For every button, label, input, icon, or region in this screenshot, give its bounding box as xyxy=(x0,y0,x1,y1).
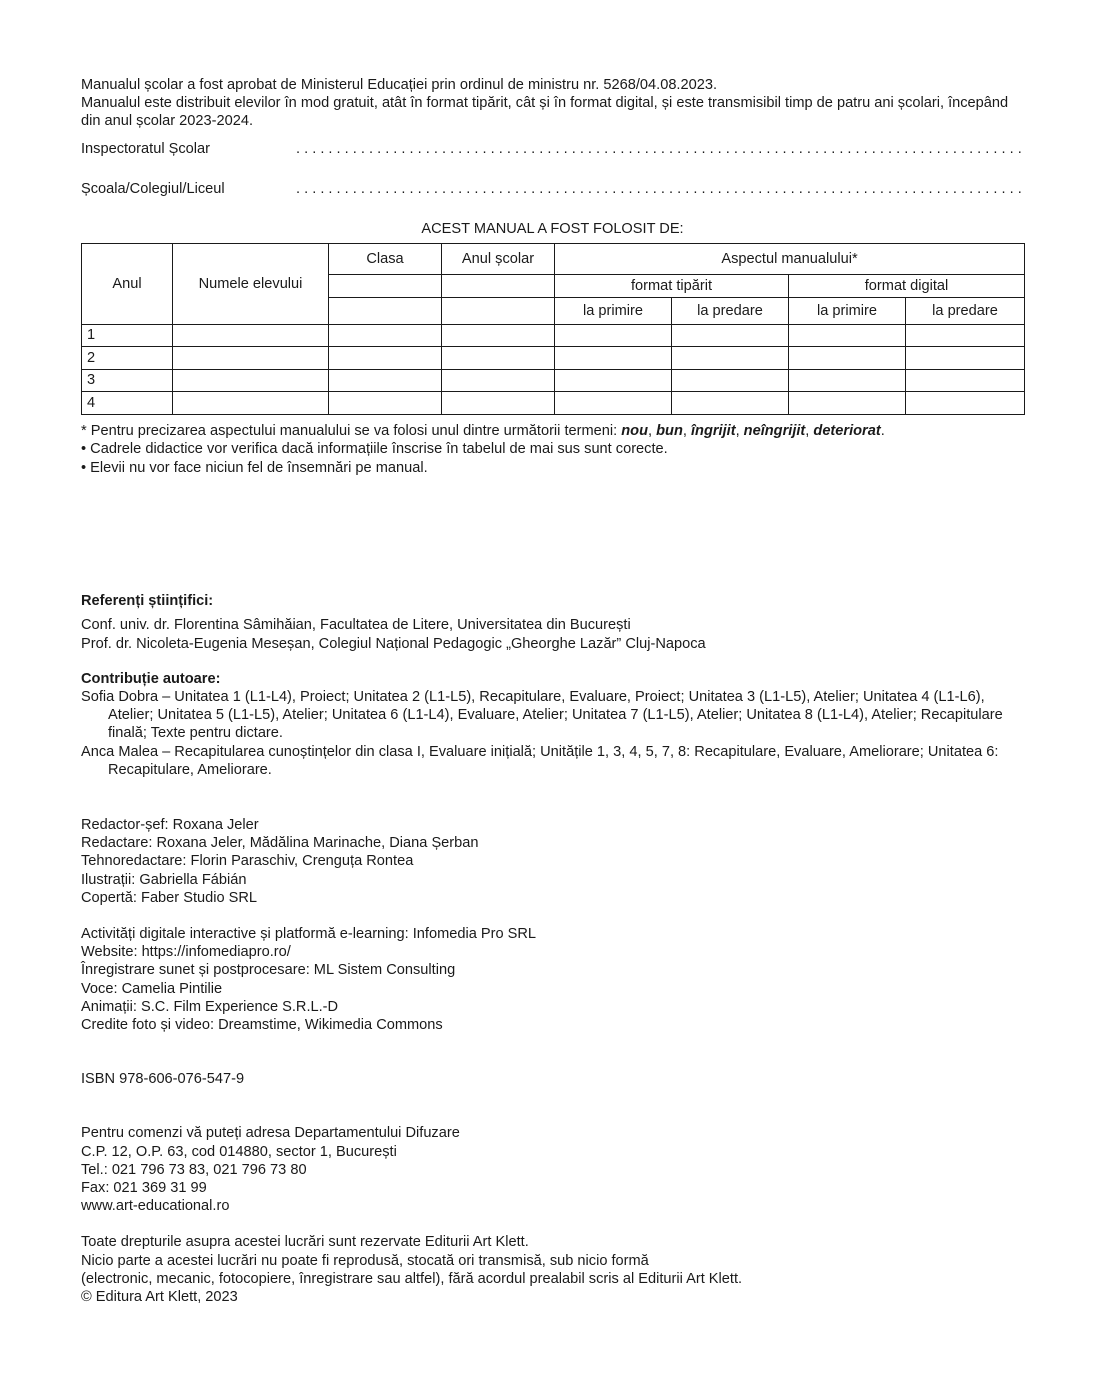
contributie-section xyxy=(81,670,1024,779)
contact-line: Fax: 021 369 31 99 xyxy=(81,1179,207,1196)
usage-table xyxy=(81,243,1025,415)
row-number: 4 xyxy=(82,392,173,415)
cell[interactable] xyxy=(672,369,789,392)
drepturi-section xyxy=(81,1233,1024,1306)
approval-line: Manualul școlar a fost aprobat de Ministerul Educației prin ordinul de ministru nr. 5268/04.08.2023. xyxy=(81,77,718,93)
cell[interactable] xyxy=(906,392,1025,415)
cell[interactable] xyxy=(329,324,442,347)
header-format-tiparit: format tipărit xyxy=(555,274,789,297)
row-number: 1 xyxy=(82,324,173,347)
contributie-heading: Contribuție autoare: xyxy=(81,670,221,687)
credit-line: Redactare: Roxana Jeler, Mădălina Marinache, Diana Șerban xyxy=(81,835,479,852)
header-format-digital: format digital xyxy=(789,274,1025,297)
header-digital-predare: la predare xyxy=(906,297,1025,324)
credit-line: Copertă: Faber Studio SRL xyxy=(81,889,258,906)
scoala-label: Școala/Colegiul/Liceul xyxy=(81,180,225,197)
term-ingrijit: îngrijit xyxy=(690,422,736,439)
table-row xyxy=(82,347,1025,370)
rights-line: (electronic, mecanic, fotocopiere, înregistrare sau altfel), fără acordul prealabil scris al Editurii Art Klett. xyxy=(81,1270,743,1287)
cell[interactable] xyxy=(173,369,329,392)
cell[interactable] xyxy=(789,369,906,392)
contact-line: Pentru comenzi vă puteți adresa Departamentului Difuzare xyxy=(81,1125,460,1142)
redactie-section xyxy=(81,816,1024,907)
cell[interactable] xyxy=(555,347,672,370)
header-clasa: Clasa xyxy=(329,243,442,274)
rights-line: Nicio parte a acestei lucrări nu poate fi reprodusă, stocată ori transmisă, sub nicio formă xyxy=(81,1252,649,1269)
table-title: ACEST MANUAL A FOST FOLOSIT DE: xyxy=(421,220,684,237)
header-nume: Numele elevului xyxy=(173,243,329,324)
header-cell xyxy=(442,297,555,324)
cell[interactable] xyxy=(555,392,672,415)
header-digital-primire: la primire xyxy=(789,297,906,324)
inspectorat-label: Inspectoratul Școlar xyxy=(81,140,210,157)
publisher-website[interactable]: www.art-educational.ro xyxy=(81,1198,230,1215)
header-cell xyxy=(329,297,442,324)
cell[interactable] xyxy=(173,324,329,347)
cell[interactable] xyxy=(906,369,1025,392)
credit-line: Activități digitale interactive și platformă e-learning: Infomedia Pro SRL xyxy=(81,925,537,942)
referenti-section xyxy=(81,592,1024,653)
header-cell xyxy=(442,274,555,297)
credit-line: Tehnoredactare: Florin Paraschiv, Crenguța Rontea xyxy=(81,853,414,870)
distribution-line: Manualul este distribuit elevilor în mod gratuit, atât în format tipărit, cât și în format digital, și este transmisibil timp de patru ani școlari, începând din anul școlar 2023-2024. xyxy=(81,95,1009,130)
cell[interactable] xyxy=(789,347,906,370)
header-cell xyxy=(329,274,442,297)
comenzi-section xyxy=(81,1124,1024,1215)
contact-line: C.P. 12, O.P. 63, cod 014880, sector 1, București xyxy=(81,1143,397,1160)
note-aspect: * Pentru precizarea aspectului manualului se va folosi unul dintre următorii termeni: nou, bun, îngrijit, neîngrijit, deteriorat. xyxy=(81,422,885,439)
row-number: 2 xyxy=(82,347,173,370)
table-notes xyxy=(81,422,1024,478)
cell[interactable] xyxy=(555,369,672,392)
cell[interactable] xyxy=(329,347,442,370)
contact-line: Tel.: 021 796 73 83, 021 796 73 80 xyxy=(81,1161,307,1178)
cell[interactable] xyxy=(672,347,789,370)
cell[interactable] xyxy=(672,392,789,415)
table-row xyxy=(82,369,1025,392)
header-anul-scolar: Anul școlar xyxy=(442,243,555,274)
credit-line: Voce: Camelia Pintilie xyxy=(81,980,223,997)
cell[interactable] xyxy=(329,369,442,392)
note-verificare: • Cadrele didactice vor verifica dacă informațiile înscrise în tabelul de mai sus sunt corecte. xyxy=(81,441,668,458)
note-aspect-text: * Pentru precizarea aspectului manualului se va folosi unul dintre următorii termeni: xyxy=(81,422,622,439)
contributie-sofia-dobra: Sofia Dobra – Unitatea 1 (L1-L4), Proiect; Unitatea 2 (L1-L5), Recapitulare, Evaluare, Proiect; Unitatea 3 (L1-L5), Atelier; Unitatea 4 (L1-L6), Atelier; Unitatea 5 (L1-L5), Atelier; Unitatea 6 (L1-L4), Evaluare, Atelier; Unitatea 7 (L1-L5), Atelier; Unitatea 8 (L1-L4), Atelier; Recapitulare finală; Texte pentru dictare. xyxy=(81,688,1003,742)
cell[interactable] xyxy=(555,324,672,347)
cell[interactable] xyxy=(442,392,555,415)
term-nou: nou xyxy=(621,422,648,439)
inspectorat-dotted-line xyxy=(296,140,1024,158)
cell[interactable] xyxy=(329,392,442,415)
referenti-heading: Referenți științifici: xyxy=(81,593,214,610)
inspectorat-field[interactable] xyxy=(81,140,1024,158)
scoala-dotted-line xyxy=(296,180,1024,198)
note-insemnari: • Elevii nu vor face niciun fel de însemnări pe manual. xyxy=(81,459,428,476)
cell[interactable] xyxy=(173,347,329,370)
isbn: ISBN 978-606-076-547-9 xyxy=(81,1071,245,1088)
cell[interactable] xyxy=(442,347,555,370)
cell[interactable] xyxy=(789,324,906,347)
header-aspect: Aspectul manualului* xyxy=(555,243,1025,274)
header-tiparit-primire: la primire xyxy=(555,297,672,324)
credit-line: Ilustrații: Gabriella Fábián xyxy=(81,871,247,888)
page-content xyxy=(81,76,1024,1306)
cell[interactable] xyxy=(442,324,555,347)
credit-line: Credite foto și video: Dreamstime, Wikimedia Commons xyxy=(81,1016,443,1033)
header-tiparit-predare: la predare xyxy=(672,297,789,324)
referent-1: Conf. univ. dr. Florentina Sâmihăian, Facultatea de Litere, Universitatea din București xyxy=(81,617,631,634)
cell[interactable] xyxy=(906,347,1025,370)
credit-line: Înregistrare sunet și postprocesare: ML Sistem Consulting xyxy=(81,962,456,979)
term-neingrijit: neîngrijit xyxy=(743,422,806,439)
website-line[interactable]: Website: https://infomediapro.ro/ xyxy=(81,944,291,961)
contributie-anca-malea: Anca Malea – Recapitularea cunoștințelor din clasa I, Evaluare inițială; Unitățile 1, 3, 4, 5, 7, 8: Recapitulare, Evaluare, Ameliorare; Unitatea 6: Recapitulare, Ameliorare. xyxy=(81,743,999,778)
table-row xyxy=(82,324,1025,347)
term-bun: bun xyxy=(656,422,683,439)
header-anul: Anul xyxy=(82,243,173,324)
cell[interactable] xyxy=(789,392,906,415)
cell[interactable] xyxy=(442,369,555,392)
cell[interactable] xyxy=(173,392,329,415)
table-row xyxy=(82,392,1025,415)
cell[interactable] xyxy=(906,324,1025,347)
row-number: 3 xyxy=(82,369,173,392)
approval-notice xyxy=(81,76,1024,131)
credit-line: Redactor-șef: Roxana Jeler xyxy=(81,816,259,833)
rights-line: Toate drepturile asupra acestei lucrări sunt rezervate Editurii Art Klett. xyxy=(81,1234,529,1251)
referent-2: Prof. dr. Nicoleta-Eugenia Meseșan, Colegiul Național Pedagogic „Gheorghe Lazăr” Cluj-Napoca xyxy=(81,635,706,652)
digital-section xyxy=(81,925,1024,1034)
cell[interactable] xyxy=(672,324,789,347)
credit-line: Animații: S.C. Film Experience S.R.L.-D xyxy=(81,998,339,1015)
copyright-line: © Editura Art Klett, 2023 xyxy=(81,1289,238,1305)
scoala-field[interactable] xyxy=(81,180,1024,198)
term-deteriorat: deteriorat xyxy=(813,422,881,439)
